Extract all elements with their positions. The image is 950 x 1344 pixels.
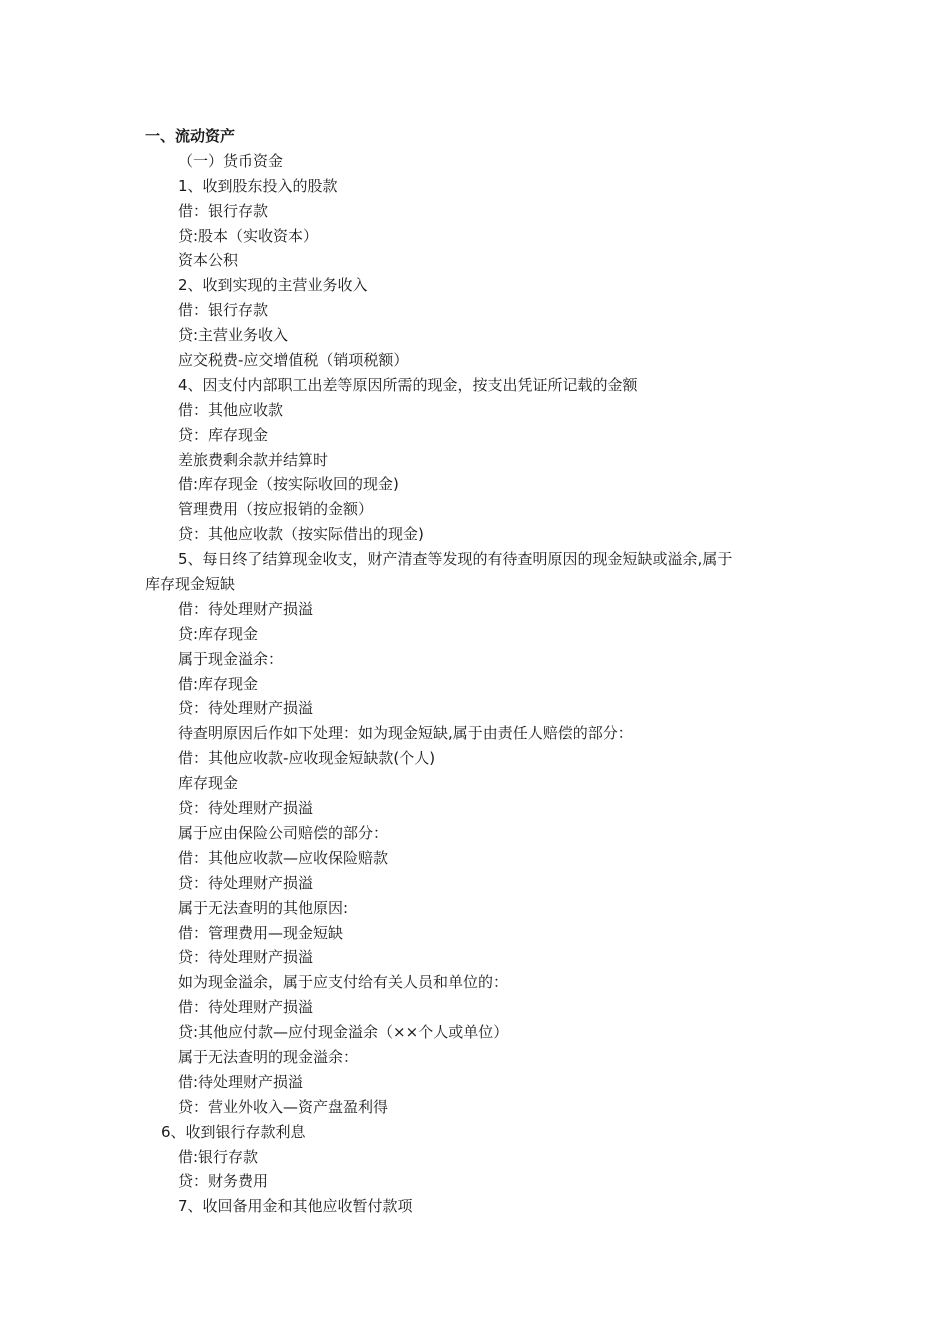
- text-line: 借:库存现金: [178, 674, 259, 693]
- text-line: 贷：待处理财产损溢: [178, 799, 314, 818]
- text-line: 待查明原因后作如下处理：如为现金短缺,属于由责任人赔偿的部分：: [178, 724, 633, 743]
- text-line: 借:待处理财产损溢: [178, 1072, 304, 1091]
- text-line: 4、因支付内部职工出差等原因所需的现金，按支出凭证所记载的金额: [178, 375, 638, 394]
- text-line: 借：待处理财产损溢: [178, 998, 314, 1017]
- text-line: （一）货币资金: [178, 151, 284, 170]
- section-heading: 一、流动资产: [145, 127, 236, 145]
- text-line: 差旅费剩余款并结算时: [178, 450, 329, 469]
- text-line: 资本公积: [178, 251, 239, 270]
- text-line: 贷：库存现金: [178, 425, 269, 444]
- text-line: 属于现金溢余：: [178, 649, 284, 668]
- text-line: 属于应由保险公司赔偿的部分：: [178, 823, 389, 842]
- text-line: 6、收到银行存款利息: [161, 1122, 306, 1141]
- text-line: 库存现金: [178, 774, 239, 793]
- text-line: 贷：待处理财产损溢: [178, 699, 314, 718]
- document-body: [145, 124, 805, 1219]
- text-line: 借：管理费用—现金短缺: [178, 923, 344, 942]
- text-line: 2、收到实现的主营业务收入: [178, 276, 368, 295]
- text-line: 借:银行存款: [178, 1147, 259, 1166]
- text-line: 借：其他应收款—应收保险赔款: [178, 848, 389, 867]
- text-line: 贷:其他应付款—应付现金溢余（××个人或单位）: [178, 1023, 509, 1042]
- text-line: 贷：待处理财产损溢: [178, 873, 314, 892]
- text-line: 1、收到股东投入的股款: [178, 176, 338, 195]
- text-line: 管理费用（按应报销的金额）: [178, 500, 374, 519]
- text-line: 属于无法查明的现金溢余：: [178, 1047, 359, 1066]
- text-line: 贷:股本（实收资本）: [178, 226, 319, 245]
- text-line: 借：其他应收款-应收现金短缺款(个人): [178, 749, 436, 768]
- text-line: 属于无法查明的其他原因:: [178, 898, 349, 917]
- text-line: 借：银行存款: [178, 201, 269, 220]
- text-line: 贷：财务费用: [178, 1172, 269, 1191]
- text-line: 借：其他应收款: [178, 400, 284, 419]
- text-line: 贷:主营业务收入: [178, 326, 289, 345]
- text-line: 借:库存现金（按实际收回的现金): [178, 475, 399, 494]
- text-line: 应交税费-应交增值税（销项税额）: [178, 351, 409, 370]
- text-line: 贷:库存现金: [178, 624, 259, 643]
- text-line: 如为现金溢余，属于应支付给有关人员和单位的：: [178, 973, 509, 992]
- text-line: 5、每日终了结算现金收支，财产清查等发现的有待查明原因的现金短缺或溢余,属于: [178, 550, 733, 569]
- text-line: 贷：其他应收款（按实际借出的现金): [178, 525, 424, 544]
- text-line: 7、收回备用金和其他应收暂付款项: [178, 1197, 413, 1216]
- text-line: 贷：待处理财产损溢: [178, 948, 314, 967]
- text-line: 借：银行存款: [178, 301, 269, 320]
- text-line: 库存现金短缺: [145, 575, 236, 594]
- text-line: 贷：营业外收入—资产盘盈利得: [178, 1097, 389, 1116]
- text-line: 借：待处理财产损溢: [178, 599, 314, 618]
